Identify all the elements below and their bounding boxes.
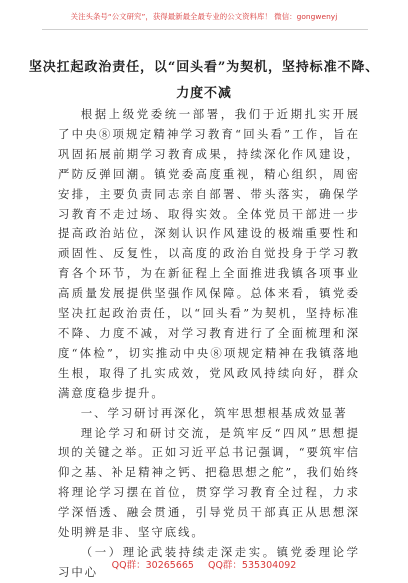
qq-group-1: QQ群：30265665 bbox=[111, 560, 194, 571]
section-paragraph: 理论学习和研讨交流，是筑牢反“四风”思想提坝的关键之举。正如习近平总书记强调，“要筑牢信仰之基、补足精神之钙、把稳思想之舵”，我们始终将理论学习摆在首位，贯穿学习教育全过程，力求学深悟透、融会贯通，引导党员干部真正从思想深处明辨是非、坚守底线。 bbox=[58, 425, 360, 540]
header-divider bbox=[42, 29, 368, 30]
header-notice: 关注头条号“公文研究”，获得最新最全最专业的公文资料库！ 微信：gongwenyj bbox=[70, 12, 338, 21]
document-body bbox=[58, 105, 360, 583]
document-title-line-1: 坚决扛起政治责任，以“回头看”为契机，坚持标准不降、 bbox=[28, 60, 380, 75]
page-header bbox=[0, 0, 408, 36]
qq-group-2: QQ群：535304092 bbox=[207, 560, 297, 571]
intro-paragraph: 根据上级党委统一部署，我们于近期扎实开展了中央⑧项规定精神学习教育“回头看”工作，旨在巩固拓展前期学习教育成果，持续深化作风建设，严防反弹回潮。镇党委高度重视，精心组织，周密安排，主要负责同志亲自部署、带头落实，确保学习教育不走过场、取得实效。全体党员干部进一步提高政治站位，深刻认识作风建设的极端重要性和顽固性、反复性，以高度的政治自觉投身于学习教育各个环节，为在新征程上全面推进我镇各项事业高质量发展提供坚强作风保障。总体来看，镇党委坚决扛起政治责任，以“回头看”为契机，坚持标准不降、力度不减，对学习教育进行了全面梳理和深度“体检”，切实推动中央⑧项规定精神在我镇落地生根，取得了扎实成效，党风政风持续向好，群众满意度稳步提升。 bbox=[58, 107, 360, 400]
page-footer bbox=[0, 557, 408, 571]
document-title-line-2: 力度不减 bbox=[176, 86, 232, 101]
subsection-heading: （一）理论武装持续走深走实。镇党委理论学习中心 bbox=[58, 544, 360, 579]
section-heading-1: 一、学习研讨再深化，筑牢思想根基成效显著 bbox=[80, 405, 348, 420]
